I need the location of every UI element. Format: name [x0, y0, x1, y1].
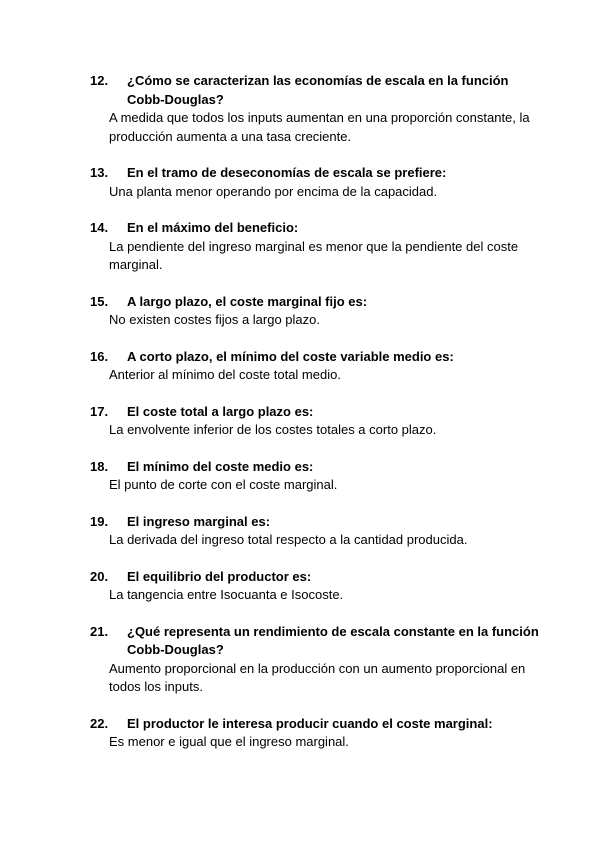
question-label: El productor le interesa producir cuando el coste marginal:: [127, 715, 493, 731]
question-label: El ingreso marginal es:: [127, 513, 271, 529]
answer-text: A medida que todos los inputs aumentan en una proporción constante, la producción aumenta a una tasa creciente.: [109, 110, 530, 144]
question-label: El coste total a largo plazo es:: [127, 403, 314, 419]
question-number: 20.: [90, 568, 109, 584]
answer-text: La tangencia entre Isocuanta e Isocoste.: [109, 587, 344, 602]
question-label: El mínimo del coste medio es:: [127, 458, 314, 474]
question-number: 14.: [90, 220, 109, 235]
question-text: [90, 164, 540, 183]
question-text: [90, 568, 540, 587]
question-label: A largo plazo, el coste marginal fijo es:: [127, 293, 368, 309]
answer-text: Anterior al mínimo del coste total medio.: [109, 367, 341, 382]
question-label: En el máximo del beneficio:: [127, 220, 299, 235]
qa-item-12: [90, 72, 540, 146]
qa-item-17: [90, 403, 540, 440]
qa-item-14: [90, 219, 540, 275]
qa-item-13: [90, 164, 540, 201]
question-text: [90, 623, 540, 660]
question-label: ¿Qué representa un rendimiento de escala constante en la función Cobb-Douglas?: [127, 623, 539, 657]
question-label: El equilibrio del productor es:: [127, 568, 312, 584]
answer-text: La envolvente inferior de los costes totales a corto plazo.: [109, 422, 437, 437]
answer-text: La derivada del ingreso total respecto a la cantidad producida.: [109, 532, 468, 547]
qa-item-19: [90, 513, 540, 550]
question-number: 12.: [90, 73, 109, 88]
question-text: [90, 72, 540, 109]
question-number: 22.: [90, 715, 109, 731]
answer-text: La pendiente del ingreso marginal es menor que la pendiente del coste marginal.: [109, 238, 519, 272]
answer-text: No existen costes fijos a largo plazo.: [109, 312, 320, 327]
question-label: A corto plazo, el mínimo del coste variable medio es:: [127, 348, 454, 364]
qa-item-16: [90, 348, 540, 385]
question-number: 19.: [90, 513, 109, 529]
question-text: [90, 348, 540, 367]
question-number: 21.: [90, 623, 109, 639]
question-text: [90, 293, 540, 312]
question-text: [90, 715, 540, 734]
question-number: 16.: [90, 348, 109, 364]
qa-item-18: [90, 458, 540, 495]
answer-text: Una planta menor operando por encima de la capacidad.: [109, 183, 438, 199]
question-label: ¿Cómo se caracterizan las economías de escala en la función Cobb-Douglas?: [127, 73, 509, 107]
question-text: [90, 403, 540, 422]
question-text: [90, 219, 540, 238]
question-text: [90, 513, 540, 532]
answer-text: Aumento proporcional en la producción con un aumento proporcional en todos los inputs.: [109, 660, 526, 694]
question-number: 18.: [90, 458, 109, 474]
question-label: En el tramo de deseconomías de escala se prefiere:: [127, 165, 447, 180]
question-number: 13.: [90, 165, 109, 180]
question-number: 15.: [90, 293, 109, 309]
qa-item-21: [90, 623, 540, 697]
qa-item-20: [90, 568, 540, 605]
answer-text: Es menor e igual que el ingreso marginal.: [109, 734, 349, 749]
qa-item-22: [90, 715, 540, 752]
question-text: [90, 458, 540, 477]
answer-text: El punto de corte con el coste marginal.: [109, 477, 338, 492]
qa-item-15: [90, 293, 540, 330]
question-number: 17.: [90, 403, 109, 419]
